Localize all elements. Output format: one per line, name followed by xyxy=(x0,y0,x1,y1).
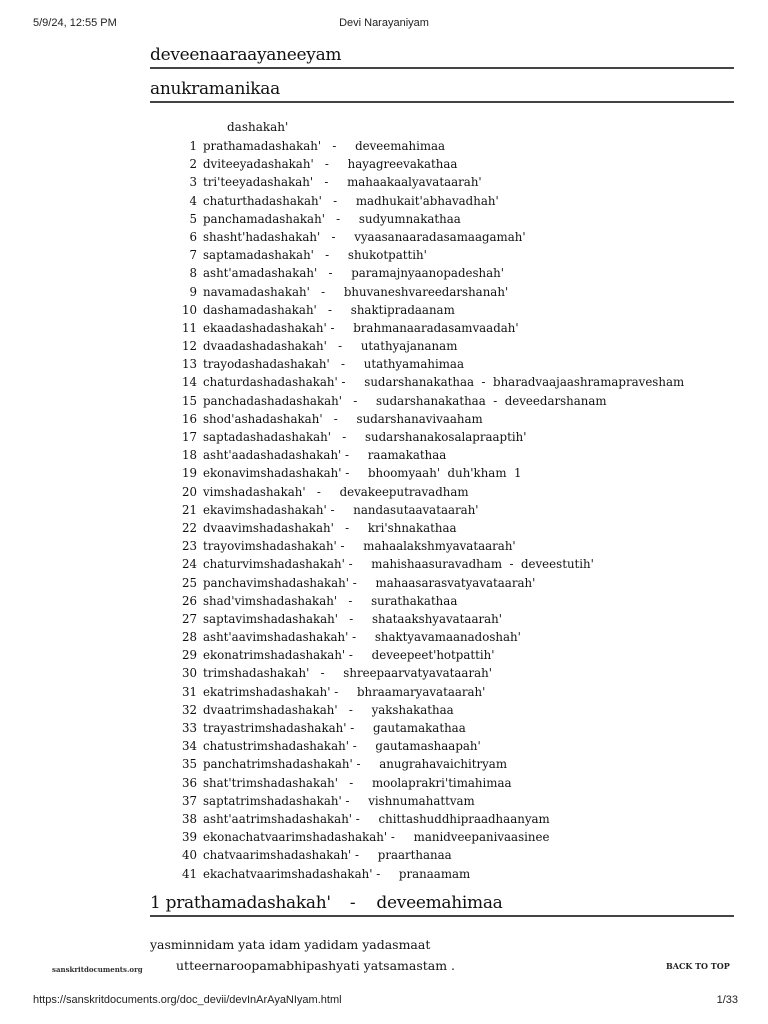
toc-entry-text: ekonavimshadashakah' - bhoomyaah' duh'kham 1 xyxy=(203,466,522,481)
toc-entry-number: 37 xyxy=(181,793,197,808)
toc-entry-number: 1 xyxy=(189,139,197,153)
section-name: prathamadashakah' xyxy=(165,893,331,913)
toc-entry[interactable] xyxy=(0,721,768,739)
toc-entry-text: navamadashakah' - bhuvaneshvareedarshanah' xyxy=(203,284,509,299)
toc-entry[interactable] xyxy=(0,666,768,684)
toc-entry-number: 29 xyxy=(181,648,197,663)
toc-entry-text: asht'aavimshadashakah' - shaktyavamaanadoshah' xyxy=(203,630,521,645)
toc-entry[interactable] xyxy=(0,139,768,157)
toc-entry[interactable] xyxy=(0,776,768,794)
toc-entry-number: 32 xyxy=(181,702,197,717)
toc-list xyxy=(0,139,768,885)
toc-entry[interactable] xyxy=(0,539,768,557)
toc-entry-text: panchavimshadashakah' - mahaasarasvatyavataarah' xyxy=(203,575,536,590)
print-title: Devi Narayaniyam xyxy=(339,17,429,29)
toc-entry-number: 26 xyxy=(181,593,197,608)
site-logo[interactable]: sanskritdocuments.org xyxy=(52,965,143,974)
toc-entry[interactable] xyxy=(0,375,768,393)
toc-entry-number: 20 xyxy=(181,484,197,499)
toc-entry-text: prathamadashakah' - deveemahimaa xyxy=(203,139,446,153)
back-to-top-link[interactable]: BACK TO TOP xyxy=(666,961,730,971)
toc-entry-text: saptatrimshadashakah' - vishnumahattvam xyxy=(203,793,475,808)
toc-entry[interactable] xyxy=(0,830,768,848)
toc-entry-text: ekatrimshadashakah' - bhraamaryavataarah' xyxy=(203,684,486,699)
toc-entry-number: 17 xyxy=(181,430,197,444)
toc-entry-text: ekaadashadashakah' - brahmanaaradasamvaadah' xyxy=(203,320,519,335)
toc-entry-number: 14 xyxy=(181,375,197,390)
toc-entry-number: 40 xyxy=(181,848,197,863)
verse-line-1: yasminnidam yata idam yadidam yadasmaat xyxy=(150,937,431,952)
toc-entry-number: 5 xyxy=(189,211,197,226)
toc-entry-text: saptamadashakah' - shukotpattih' xyxy=(203,248,427,263)
toc-entry[interactable] xyxy=(0,194,768,212)
toc-entry[interactable] xyxy=(0,466,768,484)
toc-entry-text: trimshadashakah' - shreepaarvatyavataarah' xyxy=(203,666,492,681)
toc-entry-text: shasht'hadashakah' - vyaasanaaradasamaagamah' xyxy=(203,229,526,244)
toc-entry-text: dvaavimshadashakah' - kri'shnakathaa xyxy=(203,520,457,535)
toc-entry-text: trayovimshadashakah' - mahaalakshmyavataarah' xyxy=(203,539,516,554)
toc-entry[interactable] xyxy=(0,303,768,321)
toc-entry-number: 11 xyxy=(181,320,197,335)
toc-entry-text: dviteeyadashakah' - hayagreevakathaa xyxy=(203,157,458,172)
toc-entry-number: 9 xyxy=(189,284,197,299)
toc-entry-text: ekachatvaarimshadashakah' - pranaamam xyxy=(203,866,471,881)
toc-entry-number: 27 xyxy=(181,611,197,626)
toc-entry-number: 3 xyxy=(189,175,197,190)
toc-entry-text: tri'teeyadashakah' - mahaakaalyavataarah' xyxy=(203,175,482,190)
toc-entry-text: shad'vimshadashakah' - surathakathaa xyxy=(203,593,458,608)
toc-entry-number: 16 xyxy=(181,411,197,426)
toc-entry[interactable] xyxy=(0,867,768,885)
toc-entry-number: 36 xyxy=(181,775,197,790)
toc-entry-text: chaturdashadashakah' - sudarshanakathaa - bharadvaajaashramapravesham xyxy=(203,375,685,390)
toc-entry-number: 6 xyxy=(189,229,197,244)
verse-line-2: utteernaroopamabhipashyati yatsamastam . xyxy=(176,958,456,973)
toc-entry[interactable] xyxy=(0,848,768,866)
toc-entry-text: shat'trimshadashakah' - moolaprakri'timahimaa xyxy=(203,775,512,790)
toc-entry[interactable] xyxy=(0,285,768,303)
toc-entry-number: 24 xyxy=(181,557,197,572)
toc-entry-text: asht'aadashadashakah' - raamakathaa xyxy=(203,448,447,463)
toc-label: dashakah' xyxy=(227,120,289,134)
section-subject: deveemahimaa xyxy=(376,893,503,913)
toc-entry[interactable] xyxy=(0,321,768,339)
toc-entry[interactable] xyxy=(0,266,768,284)
toc-entry[interactable] xyxy=(0,703,768,721)
toc-entry-text: panchatrimshadashakah' - anugrahavaichitryam xyxy=(203,757,508,772)
toc-entry[interactable] xyxy=(0,175,768,193)
toc-entry-text: trayastrimshadashakah' - gautamakathaa xyxy=(203,721,466,735)
toc-entry[interactable] xyxy=(0,248,768,266)
toc-entry-number: 8 xyxy=(189,266,197,281)
toc-entry[interactable] xyxy=(0,394,768,412)
section-heading xyxy=(150,893,734,917)
toc-entry-text: chatustrimshadashakah' - gautamashaapah' xyxy=(203,739,481,754)
section-number: 1 xyxy=(150,893,161,913)
toc-entry-text: chaturvimshadashakah' - mahishaasuravadham - deveestutih' xyxy=(203,557,594,572)
toc-entry[interactable] xyxy=(0,739,768,757)
page-number: 1/33 xyxy=(716,994,738,1006)
toc-entry-number: 25 xyxy=(181,575,197,590)
toc-entry[interactable] xyxy=(0,430,768,448)
toc-entry[interactable] xyxy=(0,648,768,666)
toc-entry-text: ekonatrimshadashakah' - deveepeet'hotpattih' xyxy=(203,648,495,663)
toc-entry-text: dvaadashadashakah' - utathyajananam xyxy=(203,339,458,354)
toc-entry[interactable] xyxy=(0,157,768,175)
toc-entry-text: dvaatrimshadashakah' - yakshakathaa xyxy=(203,702,454,717)
toc-entry-text: chaturthadashakah' - madhukait'abhavadhah' xyxy=(203,193,499,208)
toc-entry[interactable] xyxy=(0,448,768,466)
toc-entry-text: trayodashadashakah' - utathyamahimaa xyxy=(203,357,464,372)
toc-entry[interactable] xyxy=(0,212,768,230)
toc-entry-number: 28 xyxy=(181,630,197,645)
toc-entry-number: 31 xyxy=(181,684,197,699)
toc-entry-text: panchamadashakah' - sudyumnakathaa xyxy=(203,211,461,226)
toc-entry[interactable] xyxy=(0,630,768,648)
toc-entry-number: 33 xyxy=(181,721,197,735)
print-header xyxy=(0,0,768,40)
toc-entry[interactable] xyxy=(0,794,768,812)
page-title: deveenaaraayaneeyam xyxy=(150,45,734,69)
toc-entry-text: ekavimshadashakah' - nandasutaavataarah' xyxy=(203,502,479,517)
toc-entry-number: 13 xyxy=(181,357,197,372)
page-url: https://sanskritdocuments.org/doc_devii/devInArAyaNIyam.html xyxy=(33,994,342,1006)
toc-entry[interactable] xyxy=(0,485,768,503)
toc-entry-number: 10 xyxy=(181,302,197,317)
toc-entry[interactable] xyxy=(0,503,768,521)
toc-entry[interactable] xyxy=(0,612,768,630)
section-separator: - xyxy=(349,893,356,913)
toc-entry-text: shod'ashadashakah' - sudarshanavivaaham xyxy=(203,411,483,426)
toc-entry-number: 39 xyxy=(181,830,197,845)
toc-entry-number: 19 xyxy=(181,466,197,481)
toc-entry[interactable] xyxy=(0,557,768,575)
toc-entry-number: 15 xyxy=(181,393,197,408)
toc-entry[interactable] xyxy=(0,357,768,375)
toc-entry[interactable] xyxy=(0,339,768,357)
toc-entry-text: asht'amadashakah' - paramajnyaanopadeshah' xyxy=(203,266,505,281)
toc-entry[interactable] xyxy=(0,230,768,248)
toc-entry-number: 12 xyxy=(181,339,197,354)
toc-entry-number: 4 xyxy=(189,193,197,208)
print-footer xyxy=(0,994,768,1014)
toc-entry-number: 18 xyxy=(181,448,197,463)
toc-entry-text: asht'aatrimshadashakah' - chittashuddhipraadhaanyam xyxy=(203,811,550,826)
toc-entry[interactable] xyxy=(0,812,768,830)
toc-entry-text: chatvaarimshadashakah' - praarthanaa xyxy=(203,848,452,863)
toc-entry[interactable] xyxy=(0,757,768,775)
toc-entry-number: 2 xyxy=(189,157,197,172)
toc-entry-text: saptavimshadashakah' - shataakshyavataarah' xyxy=(203,611,503,626)
toc-entry-text: vimshadashakah' - devakeeputravadham xyxy=(203,484,469,499)
toc-entry-number: 35 xyxy=(181,757,197,772)
toc-entry[interactable] xyxy=(0,412,768,430)
toc-entry-number: 21 xyxy=(181,502,197,517)
toc-entry[interactable] xyxy=(0,576,768,594)
toc-entry-text: ekonachatvaarimshadashakah' - manidveepanivaasinee xyxy=(203,830,550,845)
print-datetime: 5/9/24, 12:55 PM xyxy=(33,17,117,29)
toc-entry[interactable] xyxy=(0,685,768,703)
toc-entry-number: 7 xyxy=(189,248,197,263)
toc-entry-number: 22 xyxy=(181,520,197,535)
index-heading: anukramanikaa xyxy=(150,79,734,103)
toc-entry[interactable] xyxy=(0,521,768,539)
toc-entry-number: 34 xyxy=(181,739,197,754)
toc-entry[interactable] xyxy=(0,594,768,612)
toc-entry-number: 30 xyxy=(181,666,197,681)
toc-entry-number: 41 xyxy=(181,866,197,881)
toc-entry-number: 38 xyxy=(181,811,197,826)
toc-entry-text: panchadashadashakah' - sudarshanakathaa - deveedarshanam xyxy=(203,393,607,408)
toc-entry-number: 23 xyxy=(181,539,197,554)
toc-entry-text: saptadashadashakah' - sudarshanakosalapraaptih' xyxy=(203,430,527,444)
toc-entry-text: dashamadashakah' - shaktipradaanam xyxy=(203,302,455,317)
